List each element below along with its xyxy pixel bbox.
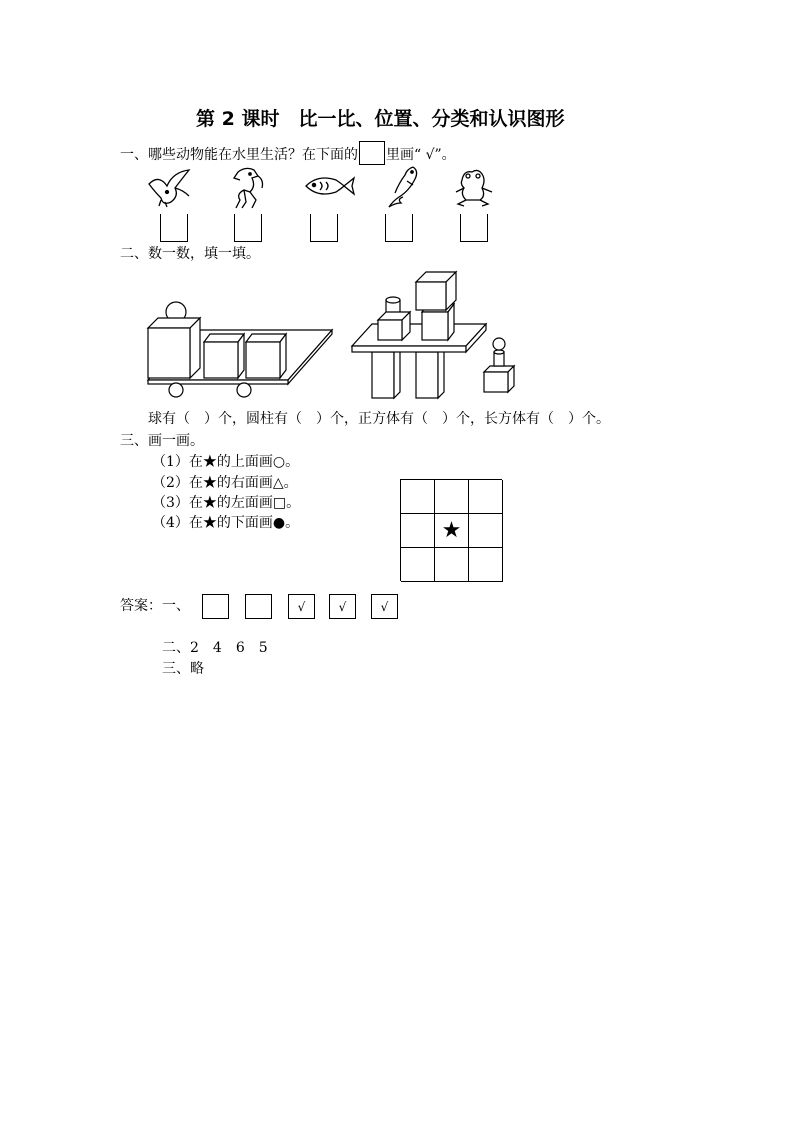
answer-box-1 bbox=[202, 594, 229, 619]
question-1-prompt-start: 一、哪些动物能在水里生活？在下面的 bbox=[120, 147, 358, 163]
answer-box-sample bbox=[359, 141, 385, 165]
question-2-fill-sentence: 球有（ ）个，圆柱有（ ）个，正方体有（ ）个，长方体有（ ）个。 bbox=[148, 411, 610, 427]
question-3-item-3: （3）在★的左面画□。 bbox=[152, 495, 301, 511]
answer-box-2 bbox=[245, 594, 272, 619]
drawing-grid bbox=[400, 479, 502, 581]
frog-icon bbox=[452, 166, 496, 208]
bird-icon bbox=[145, 166, 195, 208]
grid-cell-center bbox=[435, 514, 469, 548]
star-icon: ★ bbox=[441, 518, 462, 543]
answer-box-5[interactable] bbox=[460, 214, 488, 242]
table-shapes bbox=[352, 272, 514, 398]
shapes-illustration bbox=[140, 268, 540, 402]
question-3-heading: 三、画一画。 bbox=[120, 433, 204, 449]
wheel-1 bbox=[169, 383, 183, 397]
answer-box-4[interactable] bbox=[385, 214, 413, 242]
grid-cell-bottom-left[interactable] bbox=[401, 548, 435, 582]
grid-cell-left[interactable] bbox=[401, 514, 435, 548]
answer-box-3: √ bbox=[288, 594, 315, 619]
grid-cell-top-left[interactable] bbox=[401, 480, 435, 514]
grid-cell-top[interactable] bbox=[435, 480, 469, 514]
page-title: 第 2 课时 比一比、位置、分类和认识图形 bbox=[196, 108, 565, 130]
fish-icon bbox=[302, 174, 356, 198]
answer-line-3: 三、略 bbox=[162, 661, 204, 677]
question-3-item-1: （1）在★的上面画○。 bbox=[152, 454, 300, 470]
answer-box-5: √ bbox=[371, 594, 398, 619]
answer-box-1[interactable] bbox=[160, 214, 188, 242]
answer-line-2: 二、2 4 6 5 bbox=[162, 640, 268, 656]
horse-icon bbox=[228, 164, 268, 210]
dolphin-icon bbox=[383, 163, 423, 209]
sphere-2 bbox=[493, 338, 505, 350]
grid-cell-bottom[interactable] bbox=[435, 548, 469, 582]
question-1-prompt bbox=[120, 141, 456, 165]
question-3-item-4: （4）在★的下面画●。 bbox=[152, 515, 300, 531]
question-2-heading: 二、数一数，填一填。 bbox=[120, 246, 260, 262]
cart-shapes bbox=[148, 302, 332, 397]
answer-label: 答案：一、 bbox=[120, 598, 190, 614]
question-3-item-2: （2）在★的右面画△。 bbox=[152, 475, 298, 491]
grid-cell-right[interactable] bbox=[469, 514, 503, 548]
grid-cell-top-right[interactable] bbox=[469, 480, 503, 514]
answer-box-2[interactable] bbox=[234, 214, 262, 242]
grid-cell-bottom-right[interactable] bbox=[469, 548, 503, 582]
answer-box-4: √ bbox=[329, 594, 356, 619]
question-1-prompt-end: 里画“ √”。 bbox=[386, 147, 456, 163]
wheel-2 bbox=[237, 383, 251, 397]
answer-box-3[interactable] bbox=[310, 214, 338, 242]
